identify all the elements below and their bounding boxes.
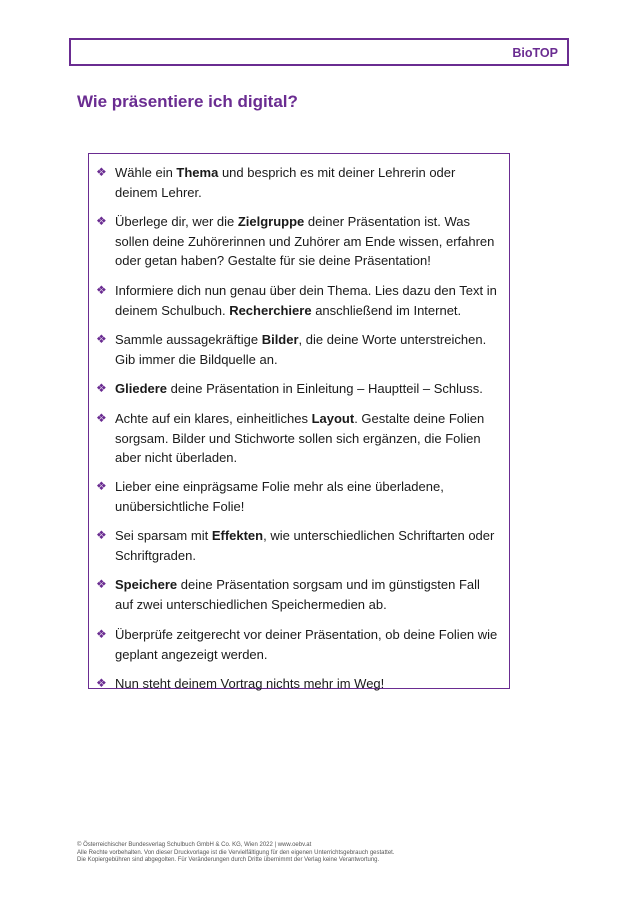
footer-line: Alle Rechte vorbehalten. Von dieser Druckvorlage ist die Vervielfältigung für den eigenen Unterrichtsgebrauch gestattet.: [77, 849, 395, 856]
footer-line: © Österreichischer Bundesverlag Schulbuch GmbH & Co. KG, Wien 2022 | www.oebv.at: [77, 842, 312, 848]
header-box: [69, 38, 569, 66]
diamond-bullet-icon: ❖: [96, 214, 107, 228]
instruction-box: [88, 153, 510, 689]
list-item: ❖ Speichere deine Präsentation sorgsam und im günstigsten Fall auf zwei unterschiedlichen Speichermedien ab.: [96, 577, 480, 612]
list-item: ❖ Gliedere deine Präsentation in Einleitung – Hauptteil – Schluss.: [96, 379, 501, 399]
list-item: ❖ Nun steht deinem Vortrag nichts mehr im Weg!: [96, 674, 501, 694]
diamond-bullet-icon: ❖: [96, 676, 107, 690]
diamond-bullet-icon: ❖: [96, 165, 107, 179]
list-item: ❖ Sei sparsam mit Effekten, wie unterschiedlichen Schriftarten oder Schriftgraden.: [96, 528, 495, 563]
diamond-bullet-icon: ❖: [96, 627, 107, 641]
diamond-bullet-icon: ❖: [96, 381, 107, 395]
list-item: ❖ Informiere dich nun genau über dein Thema. Lies dazu den Text in deinem Schulbuch. Recherchiere anschließend im Internet.: [96, 283, 497, 318]
diamond-bullet-icon: ❖: [96, 479, 107, 493]
list-item: ❖ Überprüfe zeitgerecht vor deiner Präsentation, ob deine Folien wie geplant angezeigt werden.: [96, 627, 498, 662]
list-item: ❖ Achte auf ein klares, einheitliches Layout. Gestalte deine Folien sorgsam. Bilder und Stichworte sollen sich ergänzen, die Folien aber nicht überladen.: [96, 411, 485, 465]
footer-line: Die Kopiergebühren sind abgegolten. Für Veränderungen durch Dritte übernimmt der Verlag keine Verantwortung.: [77, 857, 380, 863]
diamond-bullet-icon: ❖: [96, 332, 107, 346]
list-item: ❖ Wähle ein Thema und besprich es mit deiner Lehrerin oder deinem Lehrer.: [96, 165, 456, 200]
diamond-bullet-icon: ❖: [96, 577, 107, 591]
diamond-bullet-icon: ❖: [96, 411, 107, 425]
list-item: ❖ Lieber eine einprägsame Folie mehr als eine überladene, unübersichtliche Folie!: [96, 479, 444, 514]
page-title: Wie präsentiere ich digital?: [77, 92, 298, 111]
copyright-footer: [77, 842, 597, 865]
brand-label: BioTOP: [512, 46, 558, 60]
list-item: ❖ Sammle aussagekräftige Bilder, die deine Worte unterstreichen. Gib immer die Bildquelle an.: [96, 332, 487, 367]
diamond-bullet-icon: ❖: [96, 283, 107, 297]
diamond-bullet-icon: ❖: [96, 528, 107, 542]
list-item: ❖ Überlege dir, wer die Zielgruppe deiner Präsentation ist. Was sollen deine Zuhörerinnen und Zuhörer am Ende wissen, erfahren oder getan haben? Gestalte für sie deine Präsentation!: [96, 214, 495, 268]
